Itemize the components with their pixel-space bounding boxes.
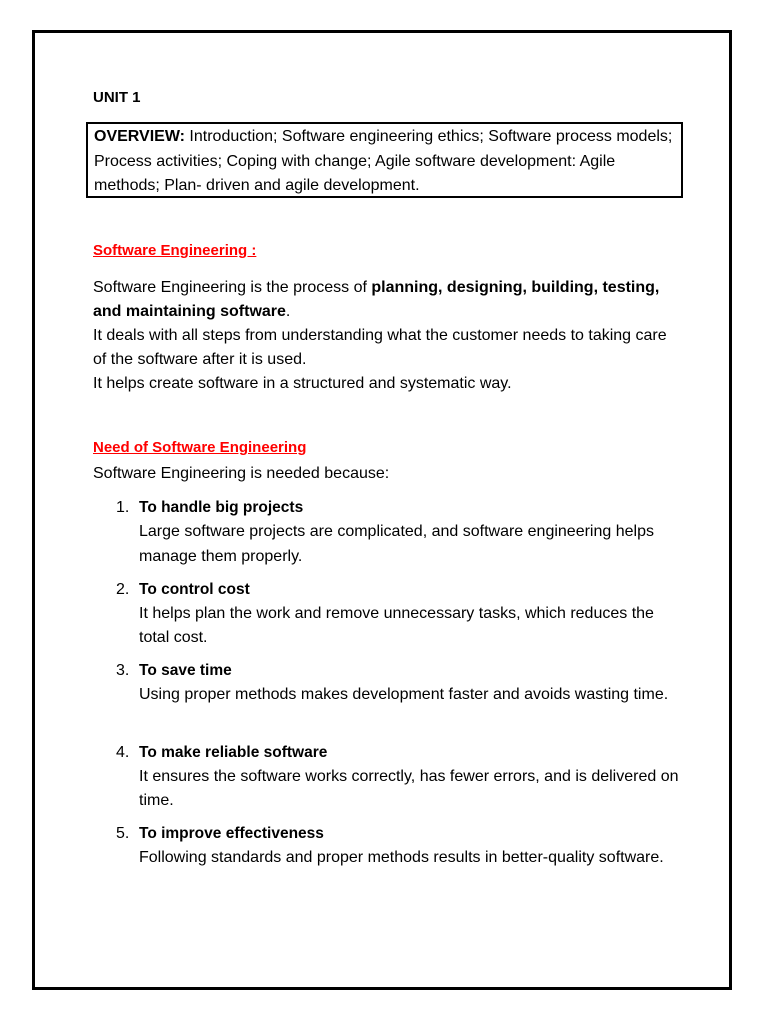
definition-text-start: Software Engineering is the process of [93,279,372,296]
list-item-description: It helps plan the work and remove unnecessary tasks, which reduces the total cost. [139,604,654,647]
list-item-number: 1. [116,499,130,516]
list-item-title: To improve effectiveness [139,825,324,842]
need-heading: Need of Software Engineering [93,439,307,456]
list-item [93,822,683,895]
definition-paragraph [93,276,683,324]
software-engineering-definition [93,276,683,396]
list-item [93,659,683,732]
definition-text-bold: planning, designing, building, testing, and maintaining software [93,279,660,320]
list-item-number: 4. [116,743,130,761]
list-item-description: Following standards and proper methods results in better-quality software. [139,849,664,867]
list-item-title: To control cost [139,580,250,598]
list-item [93,496,683,569]
list-item [93,578,683,651]
document-content [93,86,688,110]
overview-label: OVERVIEW: [94,128,185,145]
overview-text: Introduction; Software engineering ethics; Software process models; Process activities; Coping with change; Agile software development: Agile methods; Plan- driven and agile development. [94,128,673,194]
overview-box [86,122,683,198]
need-intro: Software Engineering is needed because: [93,465,390,482]
unit-title: UNIT 1 [93,89,141,106]
list-item [93,741,683,814]
list-item-description: It ensures the software works correctly, has fewer errors, and is delivered on time. [139,767,679,810]
list-item-number: 2. [116,580,130,598]
software-engineering-heading: Software Engineering : [93,242,257,259]
list-item-number: 3. [116,662,130,679]
scope-paragraph: It deals with all steps from understanding what the customer needs to taking care of the software after it is used. [93,327,667,368]
list-item-description: Large software projects are complicated, and software engineering helps manage them properly. [139,523,654,565]
list-item-title: To handle big projects [139,499,304,516]
list-item-description: Using proper methods makes development faster and avoids wasting time. [139,686,669,704]
definition-text-end: . [285,303,291,320]
list-item-title: To make reliable software [139,743,328,761]
list-item-title: To save time [139,662,232,679]
structure-paragraph: It helps create software in a structured and systematic way. [93,375,512,392]
list-item-number: 5. [116,825,130,842]
need-list [93,496,683,904]
